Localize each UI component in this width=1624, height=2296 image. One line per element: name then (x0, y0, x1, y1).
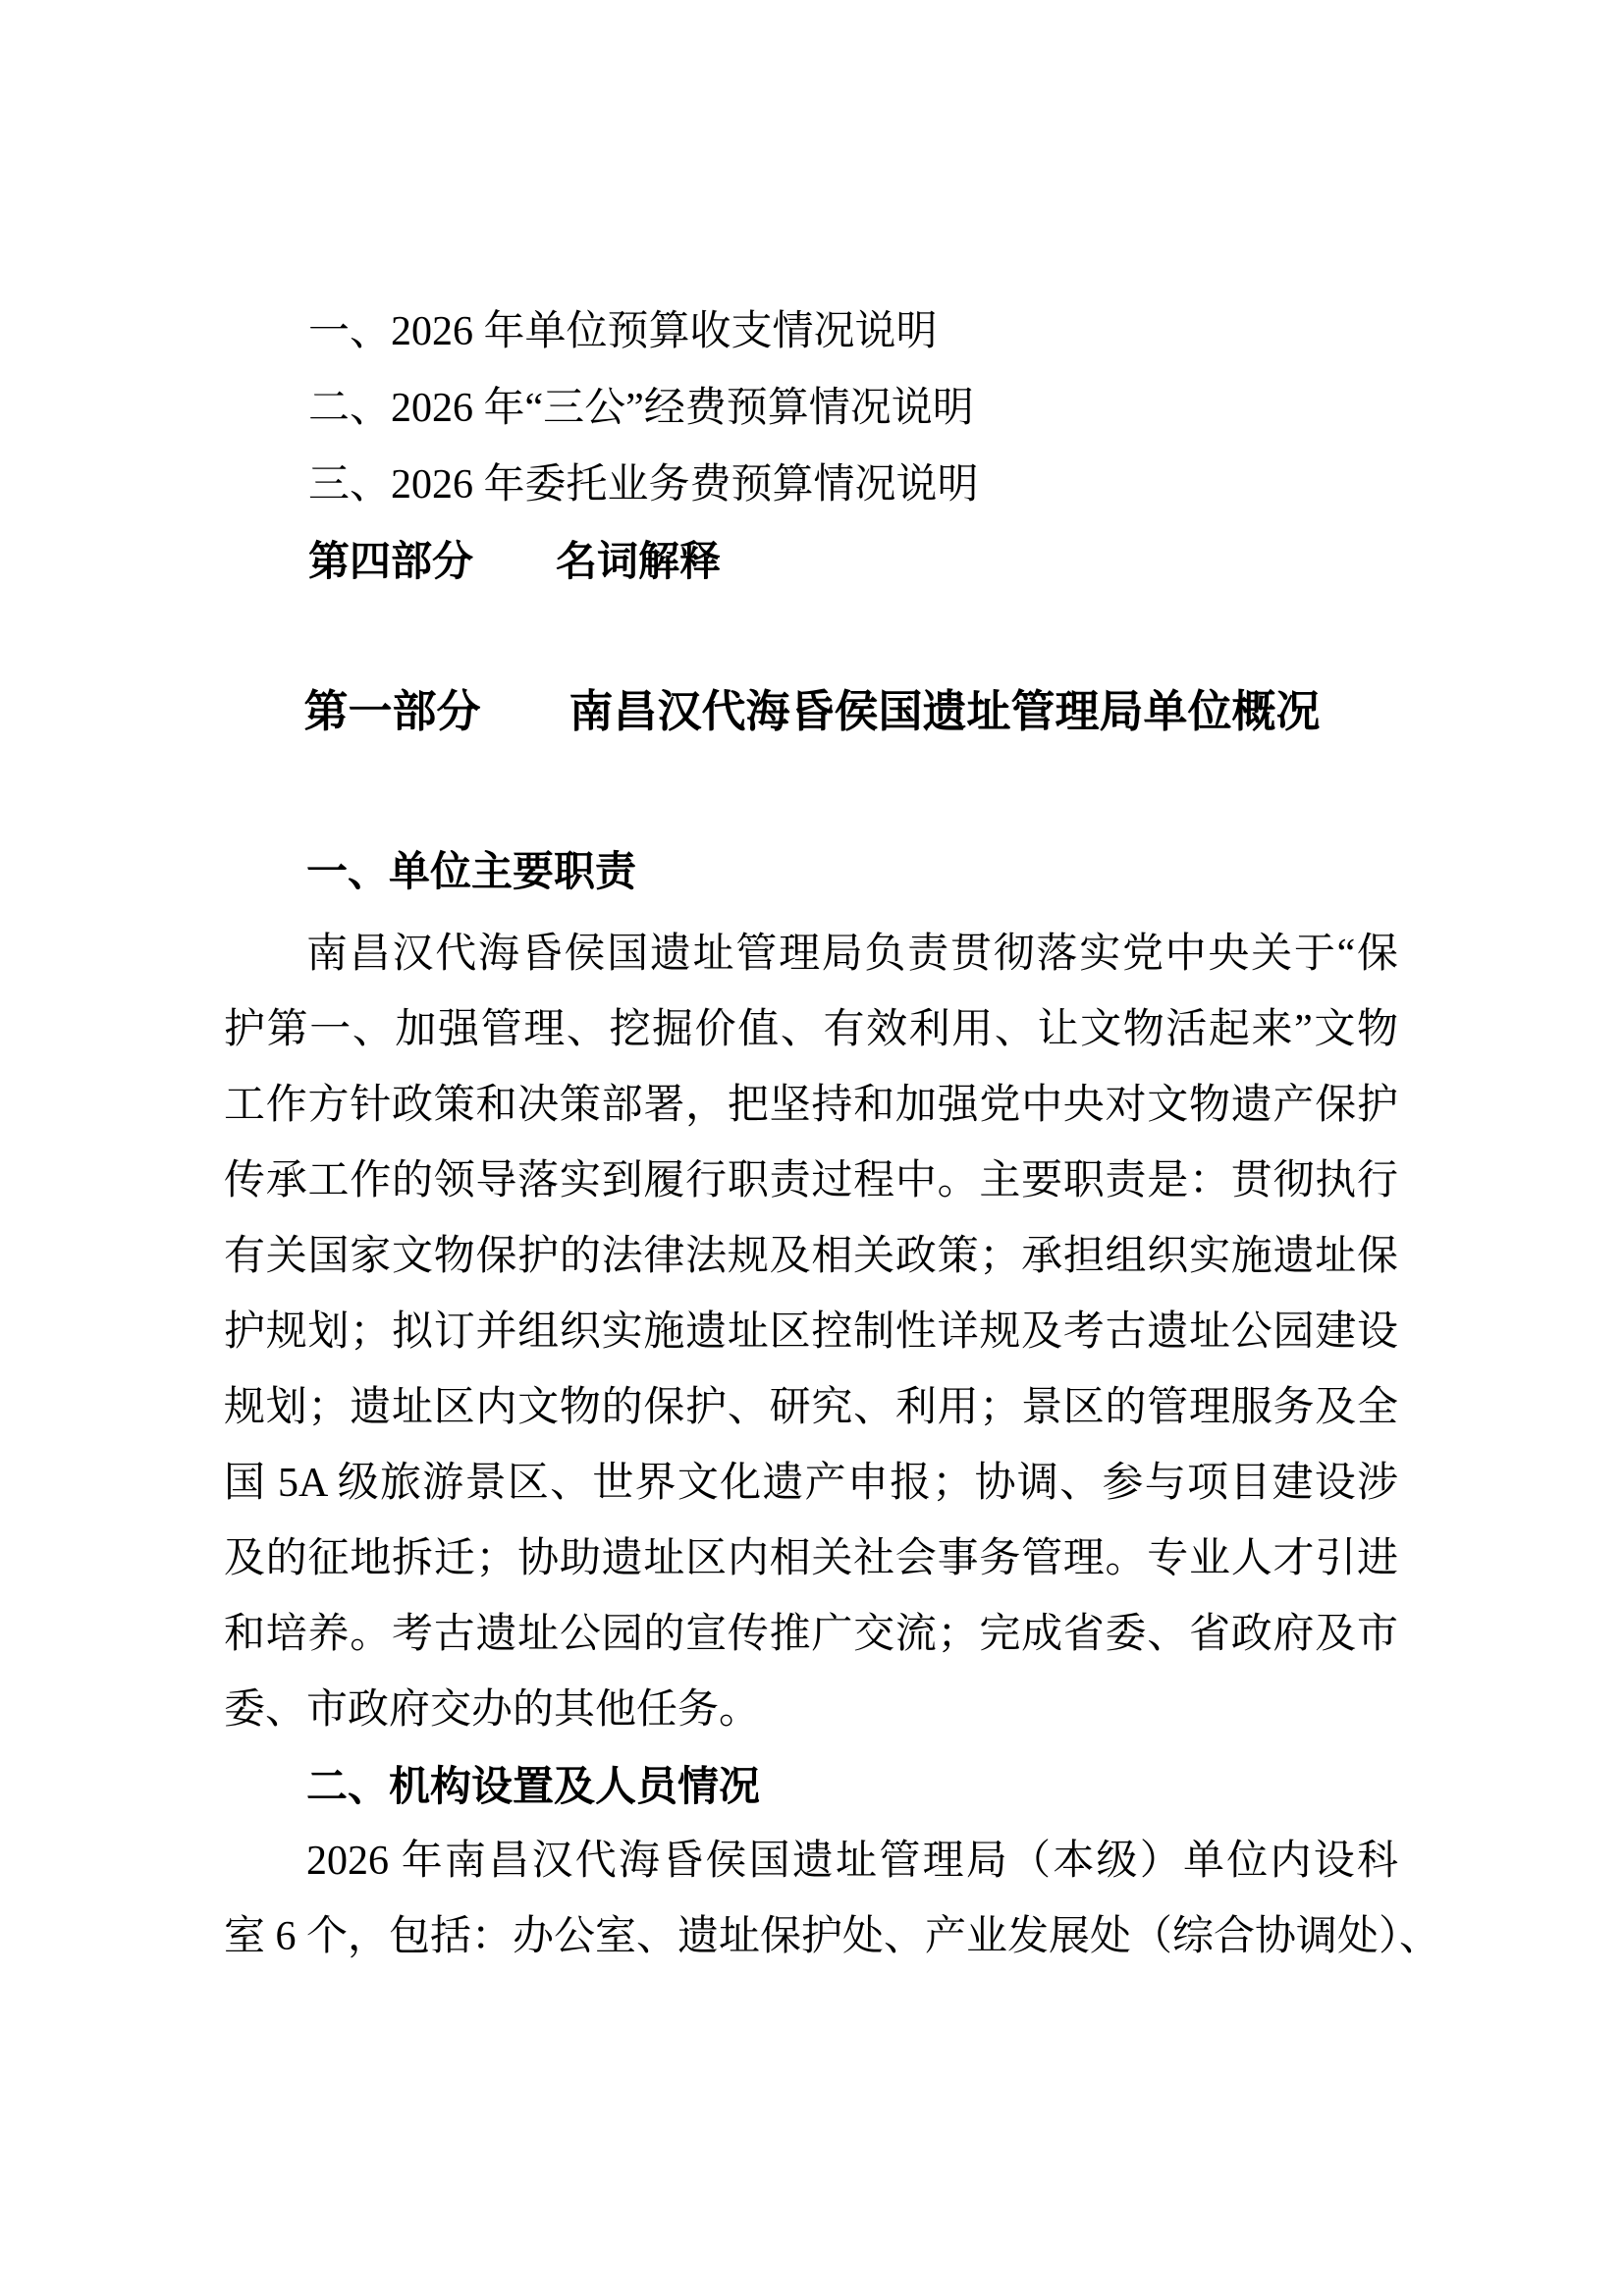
body-line: 规划；遗址区内文物的保护、研究、利用；景区的管理服务及全 (224, 1385, 1398, 1430)
body-line: 及的征地拆迁；协助遗址区内相关社会事务管理。专业人才引进 (224, 1536, 1398, 1581)
body-line: 护规划；拟订并组织实施遗址区控制性详规及考古遗址公园建设 (224, 1309, 1398, 1355)
body-line: 室 6 个，包括：办公室、遗址保护处、产业发展处（综合协调处）、 (224, 1914, 1441, 1959)
subsection-heading-org: 二、机构设置及人员情况 (306, 1763, 761, 1809)
body-line: 委、市政府交办的其他任务。 (224, 1687, 761, 1733)
toc-line: 二、2026 年“三公”经费预算情况说明 (308, 386, 974, 431)
subsection-heading-duties: 一、单位主要职责 (306, 848, 637, 894)
toc-line: 三、2026 年委托业务费预算情况说明 (308, 462, 979, 507)
body-line: 护第一、加强管理、挖掘价值、有效利用、让文物活起来”文物 (224, 1007, 1398, 1052)
toc-lines (224, 294, 1398, 523)
body-line: 国 5A 级旅游景区、世界文化遗产申报；协调、参与项目建设涉 (224, 1461, 1398, 1506)
body-line: 工作方针政策和决策部署，把坚持和加强党中央对文物遗产保护 (224, 1083, 1398, 1128)
body-line: 南昌汉代海昏侯国遗址管理局负责贯彻落实党中央关于“保 (306, 932, 1398, 977)
paragraph-duties (224, 917, 1398, 1748)
body-line: 和培养。考古遗址公园的宣传推广交流；完成省委、省政府及市 (224, 1612, 1398, 1657)
subsection-heading-org-block (224, 1748, 1398, 1824)
paragraph-org (224, 1824, 1441, 1975)
subsection-heading-duties-block (224, 833, 1398, 909)
toc-line: 一、2026 年单位预算收支情况说明 (308, 309, 938, 354)
section-title-block (0, 667, 1624, 756)
part4-heading: 第四部分 名词解释 (308, 538, 722, 584)
body-line: 传承工作的领导落实到履行职责过程中。主要职责是：贯彻执行 (224, 1158, 1398, 1203)
table-of-contents (224, 294, 1398, 600)
body-line: 2026 年南昌汉代海昏侯国遗址管理局（本级）单位内设科 (306, 1839, 1398, 1884)
body-line: 有关国家文物保护的法律法规及相关政策；承担组织实施遗址保 (224, 1234, 1398, 1279)
section-title: 第一部分 南昌汉代海昏侯国遗址管理局单位概况 (303, 687, 1321, 736)
